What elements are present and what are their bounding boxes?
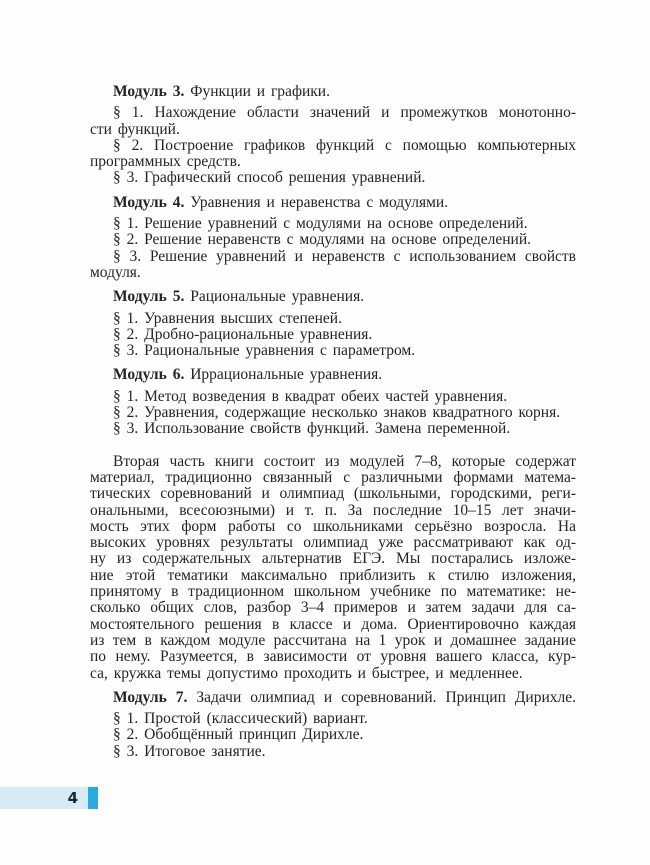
toc-entry [90, 105, 576, 138]
module-heading-number: Модуль 6. [113, 366, 185, 384]
toc-entry [90, 711, 576, 727]
paragraph-line: мостоятельного решения в классе и дома. Ориентировочно каждая [90, 615, 576, 633]
toc-entry [90, 311, 576, 327]
paragraph-line: тических соревнований и олимпиад (школьными, городскими, реги- [90, 485, 576, 503]
page-content [90, 84, 576, 760]
module-heading-number: Модуль 5. [113, 288, 185, 306]
toc-entry [90, 389, 576, 405]
toc-entry-line: § 3. Графический способ решения уравнений. [113, 169, 426, 187]
module-heading: Модуль 7. Задачи олимпиад и соревнований. Принцип Дирихле. [113, 688, 576, 706]
toc-entry [90, 216, 576, 232]
paragraph-line: мость этих форм работы со школьниками серьёзно возросла. На [90, 517, 576, 535]
toc-entry-line: § 1. Простой (классический) вариант. [113, 710, 368, 728]
toc-entry-line: § 2. Решение неравенств с модулями на основе определений. [113, 231, 532, 249]
toc-entry [90, 170, 576, 186]
paragraph-line: сколько общих слов, разбор 3–4 примеров и затем задачи для са- [90, 599, 576, 617]
toc-entry-line: § 1. Метод возведения в квадрат обеих частей уравнения. [113, 387, 508, 405]
module-heading: Модуль 5. Рациональные уравнения. [113, 288, 365, 306]
toc-entry-line: § 3. Итоговое занятие. [113, 742, 266, 760]
toc-entry [90, 405, 576, 421]
module-block [90, 195, 576, 281]
toc-entry-line: модуля. [90, 263, 141, 281]
toc-entry-line: § 3. Рациональные уравнения с параметром. [113, 342, 416, 360]
paragraph-line: ональными, всесоюзными) и т. п. За последние 10–15 лет значи- [90, 501, 576, 519]
module-block [90, 289, 576, 359]
paragraph-line: по нему. Разумеется, в зависимости от уровня вашего класса, кур- [90, 648, 576, 666]
toc-entry [90, 744, 576, 760]
toc-entry-line: § 1. Решение уравнений с модулями на основе определений. [113, 215, 528, 233]
intro-paragraph [90, 454, 576, 682]
toc-entry [90, 421, 576, 437]
toc-entry-line: программных средств. [90, 153, 241, 171]
page-number-bar [0, 787, 88, 809]
module-block [90, 690, 576, 760]
toc-entry-line: сти функций. [90, 120, 180, 138]
paragraph-line: ние этой тематики максимально приблизить к стилю изложения, [90, 566, 576, 584]
module-block [90, 84, 576, 187]
page-number-accent-stripe [88, 787, 98, 809]
paragraph-line: из тем в каждом модуле рассчитана на 1 урок и домашнее задание [90, 631, 576, 649]
paragraph-line: са, кружка темы допустимо проходить и быстрее, и медленнее. [90, 664, 523, 682]
toc-entry-line: § 3. Решение уравнений и неравенств с использованием свойств [113, 247, 576, 265]
toc-entry-line: § 3. Использование свойств функций. Замена переменной. [113, 420, 511, 438]
module-heading-number: Модуль 4. [113, 193, 185, 211]
module-heading: Модуль 4. Уравнения и неравенства с модулями. [113, 193, 449, 211]
module-heading: Модуль 3. Функции и графики. [113, 83, 330, 100]
toc-entry-line: § 2. Уравнения, содержащие несколько знаков квадратного корня. [113, 404, 561, 422]
toc-entry-line: § 2. Обобщённый принцип Дирихле. [113, 726, 364, 744]
module-block [90, 367, 576, 437]
toc-entry-line: § 2. Построение графиков функций с помощью компьютерных [113, 136, 576, 154]
paragraph-line: Вторая часть книги состоит из модулей 7–8, которые содержат [113, 452, 576, 470]
toc-entry [90, 327, 576, 343]
paragraph-line: ну из содержательных альтернатив ЕГЭ. Мы постарались изложе- [90, 550, 576, 568]
toc-entry-line: § 2. Дробно-рациональные уравнения. [113, 325, 373, 343]
toc-entry-line: § 1. Нахождение области значений и промежутков монотонно- [113, 104, 576, 122]
paragraph-line: высоких уровнях результаты олимпиад уже рассматривают как од- [90, 534, 576, 552]
toc-entry [90, 343, 576, 359]
toc-entry [90, 232, 576, 248]
page-number: 4 [67, 789, 78, 807]
toc-entry [90, 249, 576, 282]
paragraph-line: материал, традиционно связанный с различными формами матема- [90, 468, 576, 486]
paragraph-line: принятому в традиционном школьном учебнике по математике: не- [90, 583, 576, 601]
module-heading: Модуль 6. Иррациональные уравнения. [113, 366, 383, 384]
toc-entry [90, 138, 576, 171]
module-heading-number: Модуль 3. [113, 83, 185, 100]
toc-entry-line: § 1. Уравнения высших степеней. [113, 309, 342, 327]
module-heading-number: Модуль 7. [113, 688, 188, 706]
toc-entry [90, 727, 576, 743]
